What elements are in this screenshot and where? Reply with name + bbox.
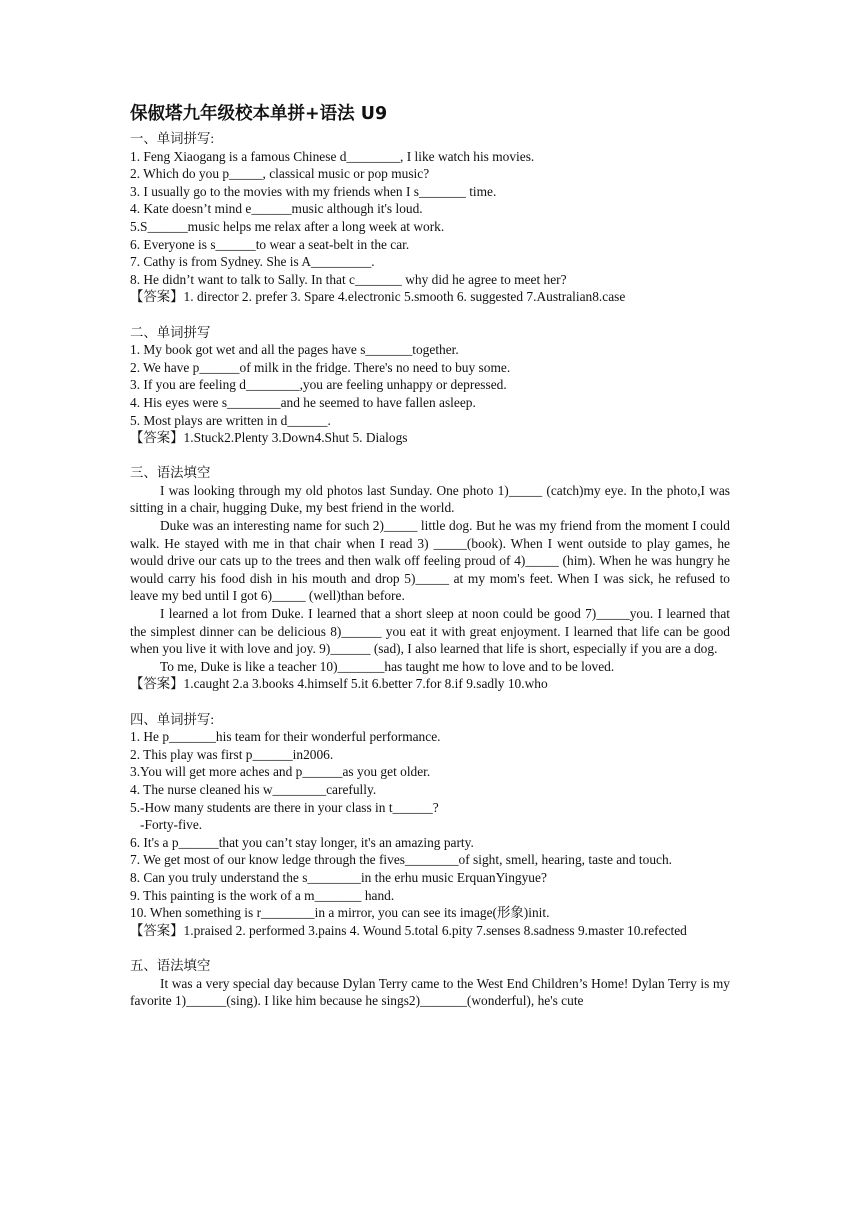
answer-line: 【答案】1.caught 2.a 3.books 4.himself 5.it 6.better 7.for 8.if 9.sadly 10.who bbox=[130, 676, 548, 692]
question-line: 8. He didn’t want to talk to Sally. In that c_______ why did he agree to meet her? bbox=[130, 271, 567, 287]
question-line: 1. He p_______his team for their wonderful performance. bbox=[130, 729, 441, 745]
section-4 bbox=[130, 711, 730, 940]
section-heading: 二、单词拼写 bbox=[130, 324, 211, 340]
question-line: 8. Can you truly understand the s________in the erhu music ErquanYingyue? bbox=[130, 869, 547, 885]
document-page bbox=[130, 102, 730, 1010]
section-heading: 一、单词拼写: bbox=[130, 131, 215, 146]
section-3 bbox=[130, 464, 730, 693]
question-line: 5. Most plays are written in d______. bbox=[130, 412, 331, 428]
question-line: 6. Everyone is s______to wear a seat-belt in the car. bbox=[130, 236, 410, 252]
section-heading: 四、单词拼写: bbox=[130, 711, 215, 727]
question-line: 5.-How many students are there in your class in t______? bbox=[130, 799, 439, 815]
question-line: 2. Which do you p_____, classical music or pop music? bbox=[130, 166, 430, 182]
passage-paragraph: It was a very special day because Dylan Terry came to the West End Children’s Home! Dylan Terry is my favorite 1)______(sing). I like him because he sings2)_______(wonderful), he's cute bbox=[130, 975, 730, 1009]
question-line: 4. Kate doesn’t mind e______music although it's loud. bbox=[130, 201, 423, 217]
passage-paragraph: To me, Duke is like a teacher 10)_______has taught me how to love and to be loved. bbox=[160, 658, 615, 674]
question-line: 2. We have p______of milk in the fridge. There's no need to buy some. bbox=[130, 359, 511, 375]
section-2 bbox=[130, 324, 730, 447]
question-line: 2. This play was first p______in2006. bbox=[130, 746, 334, 762]
section-heading: 五、语法填空 bbox=[130, 957, 211, 973]
question-line: 4. His eyes were s________and he seemed to have fallen asleep. bbox=[130, 394, 476, 410]
question-line: 5.S______music helps me relax after a long week at work. bbox=[130, 218, 445, 234]
section-5 bbox=[130, 957, 730, 1010]
question-line: 7. Cathy is from Sydney. She is A_________. bbox=[130, 254, 375, 270]
question-line: 3. I usually go to the movies with my friends when I s_______ time. bbox=[130, 183, 497, 199]
question-line: -Forty-five. bbox=[130, 817, 203, 833]
question-line: 3.You will get more aches and p______as you get older. bbox=[130, 764, 431, 780]
question-line: 1. My book got wet and all the pages have s_______together. bbox=[130, 342, 459, 358]
answer-line: 【答案】1.praised 2. performed 3.pains 4. Wound 5.total 6.pity 7.senses 8.sadness 9.master 10.refected bbox=[130, 922, 687, 938]
question-line: 1. Feng Xiaogang is a famous Chinese d________, I like watch his movies. bbox=[130, 148, 535, 164]
passage-paragraph: I learned a lot from Duke. I learned that a short sleep at noon could be good 7)_____you. I learned that the simplest dinner can be delicious 8)______ you eat it with great enjoyment. I learned that life can be good when you live it with love and joy. 9)______ (sad), I also learned that life is short, especially if you are a dog. bbox=[130, 606, 730, 657]
question-line: 3. If you are feeling d________,you are feeling unhappy or depressed. bbox=[130, 377, 507, 393]
passage-paragraph: I was looking through my old photos last Sunday. One photo 1)_____ (catch)my eye. In the photo,I was sitting in a chair, hugging Duke, my best friend in the world. bbox=[130, 482, 730, 516]
passage-paragraph: Duke was an interesting name for such 2)_____ little dog. But he was my friend from the moment I could walk. He stayed with me in that chair when I read 3) _____(book). When I went outside to play games, he would drive our cats up to the trees and then walk off feeling proud of 4)_____ (him). When he was hungry he would carry his food dish in his mouth and drop 5)_____ at my mom's feet. When I was sick, he refused to leave my bed until I got 6)_____ (well)than before. bbox=[130, 518, 730, 604]
question-line: 7. We get most of our know ledge through the fives________of sight, smell, hearing, taste and touch. bbox=[130, 852, 673, 868]
question-line: 10. When something is r________in a mirror, you can see its image(形象)init. bbox=[130, 905, 550, 921]
answer-line: 【答案】1.Stuck2.Plenty 3.Down4.Shut 5. Dialogs bbox=[130, 430, 408, 446]
section-1 bbox=[130, 130, 730, 306]
document-title: 保俶塔九年级校本单拼+语法 U9 bbox=[130, 104, 388, 124]
question-line: 9. This painting is the work of a m_______ hand. bbox=[130, 887, 395, 903]
question-line: 4. The nurse cleaned his w________carefully. bbox=[130, 781, 377, 797]
question-line: 6. It's a p______that you can’t stay longer, it's an amazing party. bbox=[130, 834, 474, 850]
section-heading: 三、语法填空 bbox=[130, 465, 211, 481]
answer-line: 【答案】1. director 2. prefer 3. Spare 4.electronic 5.smooth 6. suggested 7.Australian8.case bbox=[130, 289, 626, 305]
